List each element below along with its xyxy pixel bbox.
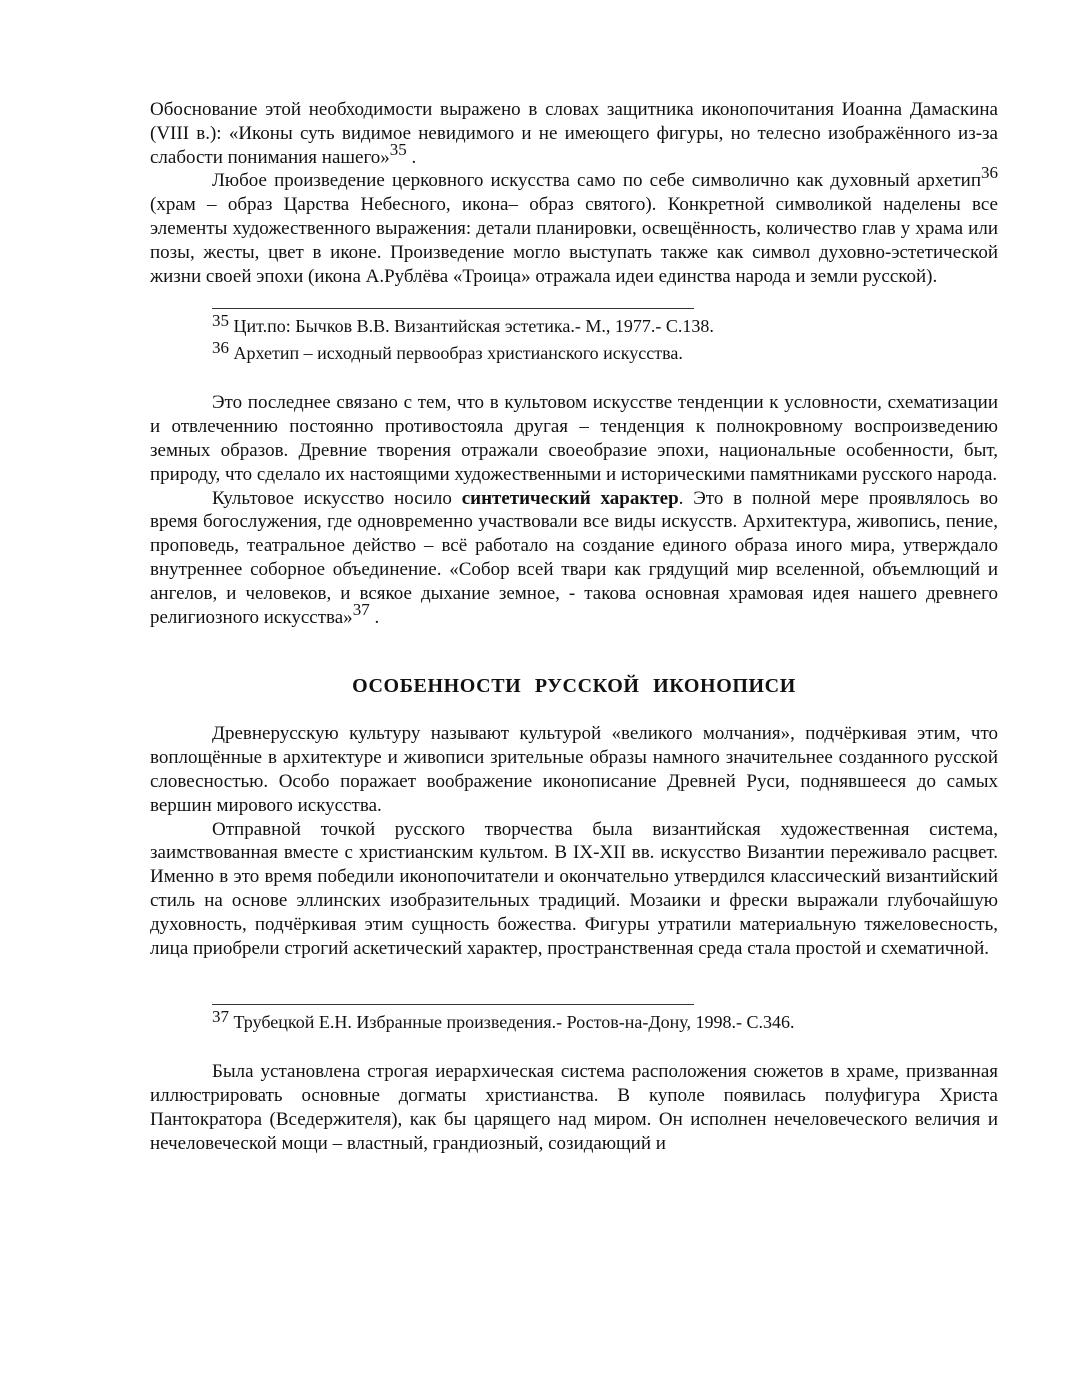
footnote-36 xyxy=(212,338,998,365)
footnote-separator xyxy=(212,308,694,309)
paragraph-text: Отправной точкой русского творчества была византийская художественная система, заимствованная вместе с христианским культом. В IX-XII вв. искусство Византии переживало расцвет. Именно в это время победили иконопочитатели и окончательно утвердился классический византийский стиль на основе эллинских изобразительных традиций. Мозаики и фрески выражали глубочайшую духовность, подчёркивая этим сущность божества. Фигуры утратили материальную тяжеловесность, лица приобрели строгий аскетический характер, пространственная среда стала простой и схематичной. xyxy=(150,818,998,959)
footnote-reference-35: 35 xyxy=(389,139,407,159)
footnote-text: Архетип – исходный первообраз христианского искусства. xyxy=(229,343,683,364)
footnote-reference-36: 36 xyxy=(981,163,998,183)
paragraph-text: Обоснование этой необходимости выражено в словах защитника иконопочитания Иоанна Дамаскина (VIII в.): «Иконы суть видимое невидимого и не имеющего фигуры, но телесно изображённого из-за слабости понимания нашего» xyxy=(150,99,998,168)
footnote-35 xyxy=(212,311,998,338)
paragraph-text: Это последнее связано с тем, что в культовом искусстве тенденции к условности, схематизации и отвлеченнию постоянно противостояла другая – тенденция к полнокровному воспроизведению земных образов. Древние творения отражали своеобразие эпохи, национальные особенности, быт, природу, что сделало их настоящими художественными и историческими памятниками русского народа. xyxy=(150,392,998,485)
paragraph-damascene-quote xyxy=(150,98,998,169)
paragraph-text: Любое произведение церковного искусства само по себе символично как духовный архетип xyxy=(212,170,981,192)
footnote-text: Цит.по: Бычков В.В. Византийская эстетика.- М., 1977.- С.138. xyxy=(229,316,714,337)
paragraph-hierarchical-system xyxy=(150,1060,998,1155)
paragraph-text-continued: . Это в полной мере проявлялось во время богослужения, где одновременно участвовали все виды искусств. Архитектура, живопись, пение, проповедь, театральное действо – всё работало на создание единого образа иного мира, утверждало внутреннее соборное объединение. «Собор всей твари как грядущий мир вселенной, объемлющий и ангелов, и человеков, и всякое дыхание земное, - такова основная храмовая идея нашего древнего религиозного искусства» xyxy=(150,487,998,628)
paragraph-text-continued: (храм – образ Царства Небесного, икона– образ святого). Конкретной символикой наделены все элементы художественного выражения: детали планировки, освещённость, количество глав у храма или позы, жесты, цвет в иконе. Произведение могло выступать также как символ духовно-эстетической жизни своей эпохи (икона А.Рублёва «Троица» отражала идеи единства народа и земли русской). xyxy=(150,194,998,287)
footnote-separator xyxy=(212,1004,694,1005)
section-heading: ОСОБЕННОСТИ РУССКОЙ ИКОНОПИСИ xyxy=(352,675,796,698)
paragraph-byzantine-system xyxy=(150,818,998,961)
footnote-number: 36 xyxy=(212,338,229,358)
footnote-reference-37: 37 xyxy=(352,599,370,619)
paragraph-tail: . xyxy=(406,146,417,168)
paragraph-realism-tendency xyxy=(150,391,998,486)
emphasis-text: синтетический характер xyxy=(461,487,679,509)
paragraph-tail: . xyxy=(369,606,380,628)
footnote-37 xyxy=(212,1007,998,1034)
paragraph-synthetic-character xyxy=(150,487,998,630)
paragraph-church-art-symbolism xyxy=(150,163,998,288)
document-page xyxy=(150,98,998,1156)
footnote-number: 37 xyxy=(212,1007,229,1027)
footnote-text: Трубецкой Е.Н. Избранные произведения.- Ростов-на-Дону, 1998.- С.346. xyxy=(229,1012,795,1033)
paragraph-text: Культовое искусство носило xyxy=(212,487,462,509)
paragraph-text: Была установлена строгая иерархическая система расположения сюжетов в храме, призванная иллюстрировать основные догматы христианства. В куполе появилась полуфигура Христа Пантократора (Вседержителя), как бы царящего над миром. Он исполнен нечеловеческого величия и нечеловеческой мощи – властный, грандиозный, созидающий и xyxy=(150,1061,998,1154)
footnote-number: 35 xyxy=(212,311,229,331)
paragraph-great-silence xyxy=(150,722,998,817)
paragraph-text: Древнерусскую культуру называют культурой «великого молчания», подчёркивая этим, что воплощённые в архитектуре и живописи зрительные образы намного значительнее созданного русской словесностью. Особо поражает воображение иконописание Древней Руси, поднявшееся до самых вершин мирового искусства. xyxy=(150,723,998,816)
